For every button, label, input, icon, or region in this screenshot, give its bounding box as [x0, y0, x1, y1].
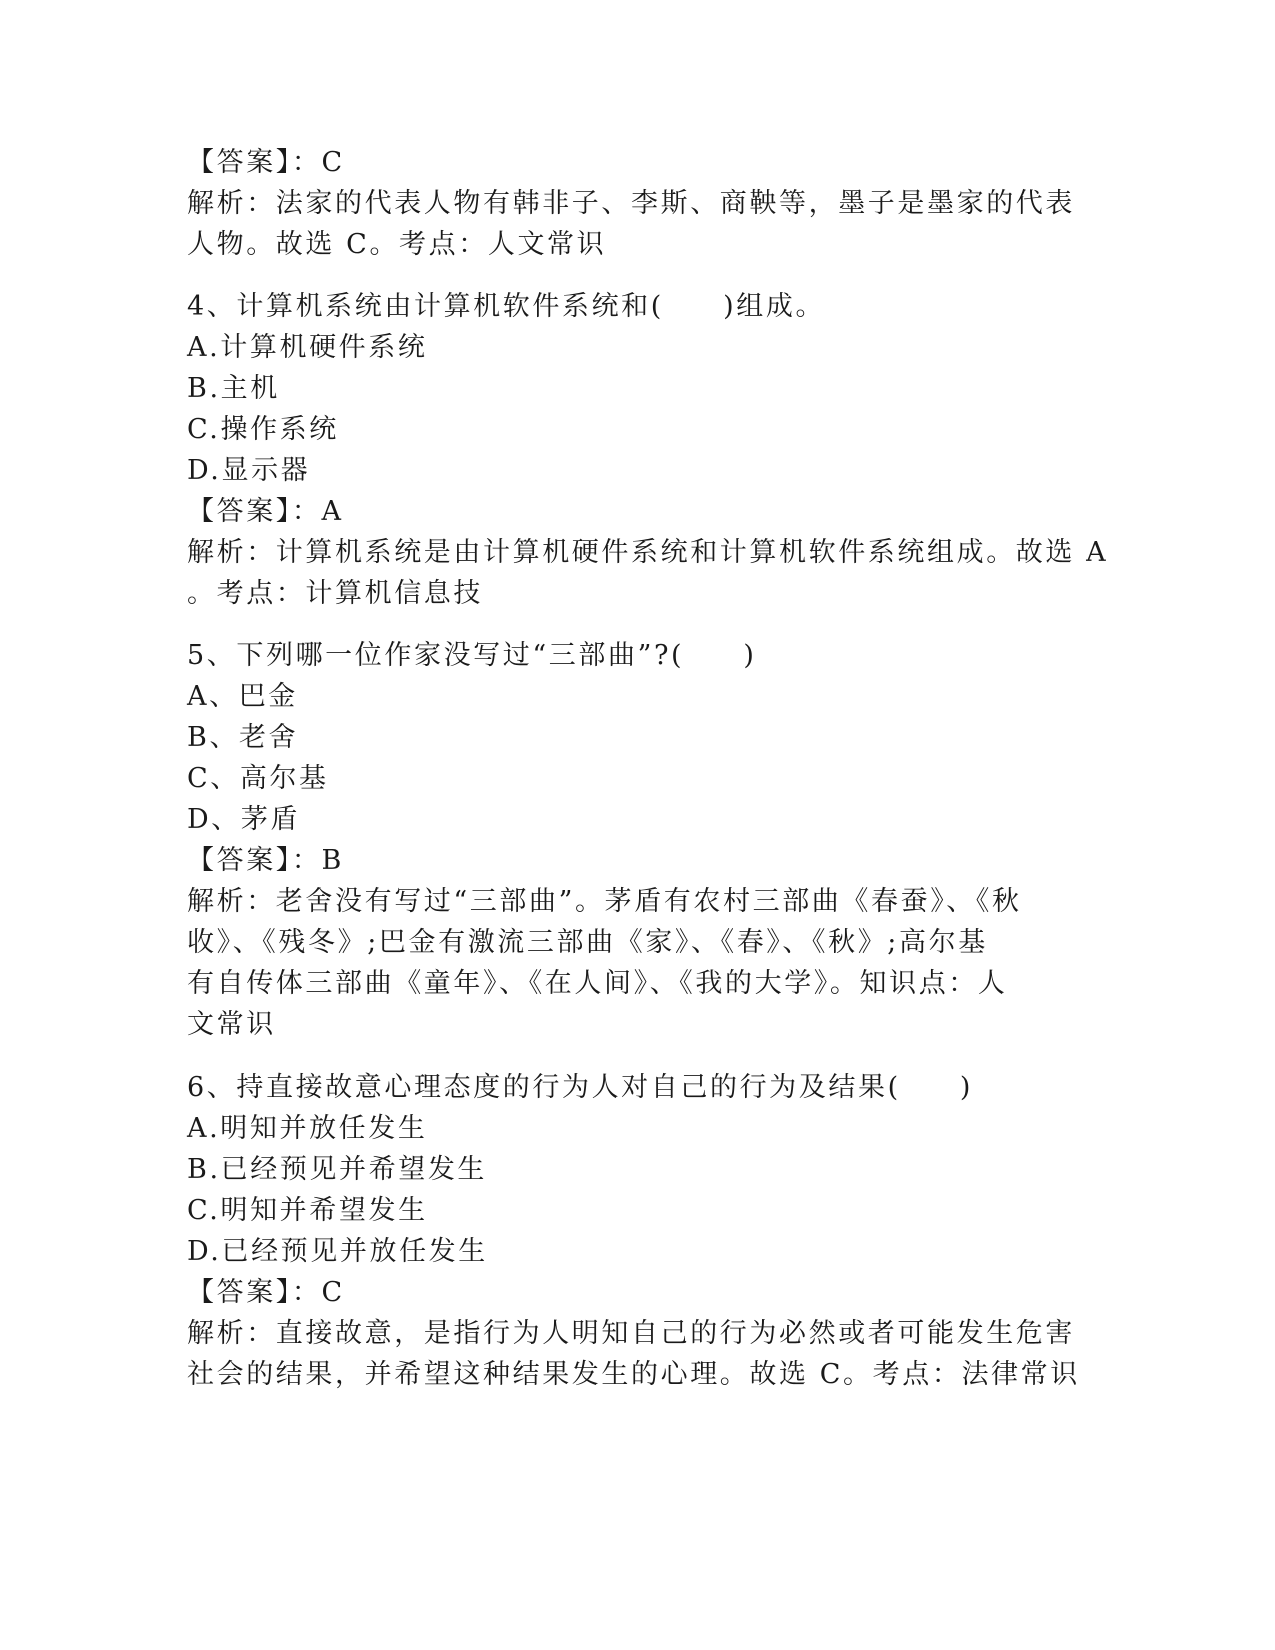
q3-answer: 【答案】：C — [187, 147, 345, 178]
q6-option-d: D.已经预见并放任发生 — [187, 1236, 488, 1267]
q4-question: 4、计算机系统由计算机软件系统和( )组成。 — [187, 291, 826, 322]
q4-option-a: A.计算机硬件系统 — [187, 332, 428, 363]
q5-option-c: C、高尔基 — [187, 763, 329, 794]
q6-option-c: C.明知并希望发生 — [187, 1195, 428, 1226]
q5-analysis-line-3: 有自传体三部曲《童年》、《在人间》、《我的大学》。知识点：人 — [187, 968, 1008, 999]
q5-option-b: B、老舍 — [187, 722, 299, 753]
q4-answer: 【答案】：A — [187, 496, 344, 527]
q3-analysis-line-2: 人物。故选 C。考点：人文常识 — [187, 229, 607, 260]
q4-option-c: C.操作系统 — [187, 414, 339, 445]
q3-analysis-line-1: 解析：法家的代表人物有韩非子、李斯、商鞅等，墨子是墨家的代表 — [187, 188, 1075, 219]
q5-analysis-line-4: 文常识 — [187, 1009, 276, 1040]
q5-option-d: D、茅盾 — [187, 804, 301, 835]
q6-question: 6、持直接故意心理态度的行为人对自己的行为及结果( ) — [187, 1072, 974, 1103]
q4-option-d: D.显示器 — [187, 455, 311, 486]
q5-analysis-line-2: 收》、《残冬》;巴金有激流三部曲《家》、《春》、《秋》;高尔基 — [187, 927, 988, 958]
q4-analysis-line-2: 。考点：计算机信息技 — [187, 578, 483, 609]
q4-option-b: B.主机 — [187, 373, 280, 404]
q6-option-a: A.明知并放任发生 — [187, 1113, 428, 1144]
q6-analysis-line-2: 社会的结果，并希望这种结果发生的心理。故选 C。考点：法律常识 — [187, 1359, 1080, 1390]
q6-option-b: B.已经预见并希望发生 — [187, 1154, 488, 1185]
q5-question: 5、下列哪一位作家没写过“三部曲”?( ) — [187, 640, 757, 671]
q5-option-a: A、巴金 — [187, 681, 298, 712]
q5-analysis-line-1: 解析：老舍没有写过“三部曲”。茅盾有农村三部曲《春蚕》、《秋 — [187, 886, 1022, 917]
q4-analysis-line-1: 解析：计算机系统是由计算机硬件系统和计算机软件系统组成。故选 A — [187, 537, 1109, 568]
q5-answer: 【答案】：B — [187, 845, 344, 876]
q6-analysis-line-1: 解析：直接故意，是指行为人明知自己的行为必然或者可能发生危害 — [187, 1318, 1075, 1349]
q6-answer: 【答案】：C — [187, 1277, 345, 1308]
